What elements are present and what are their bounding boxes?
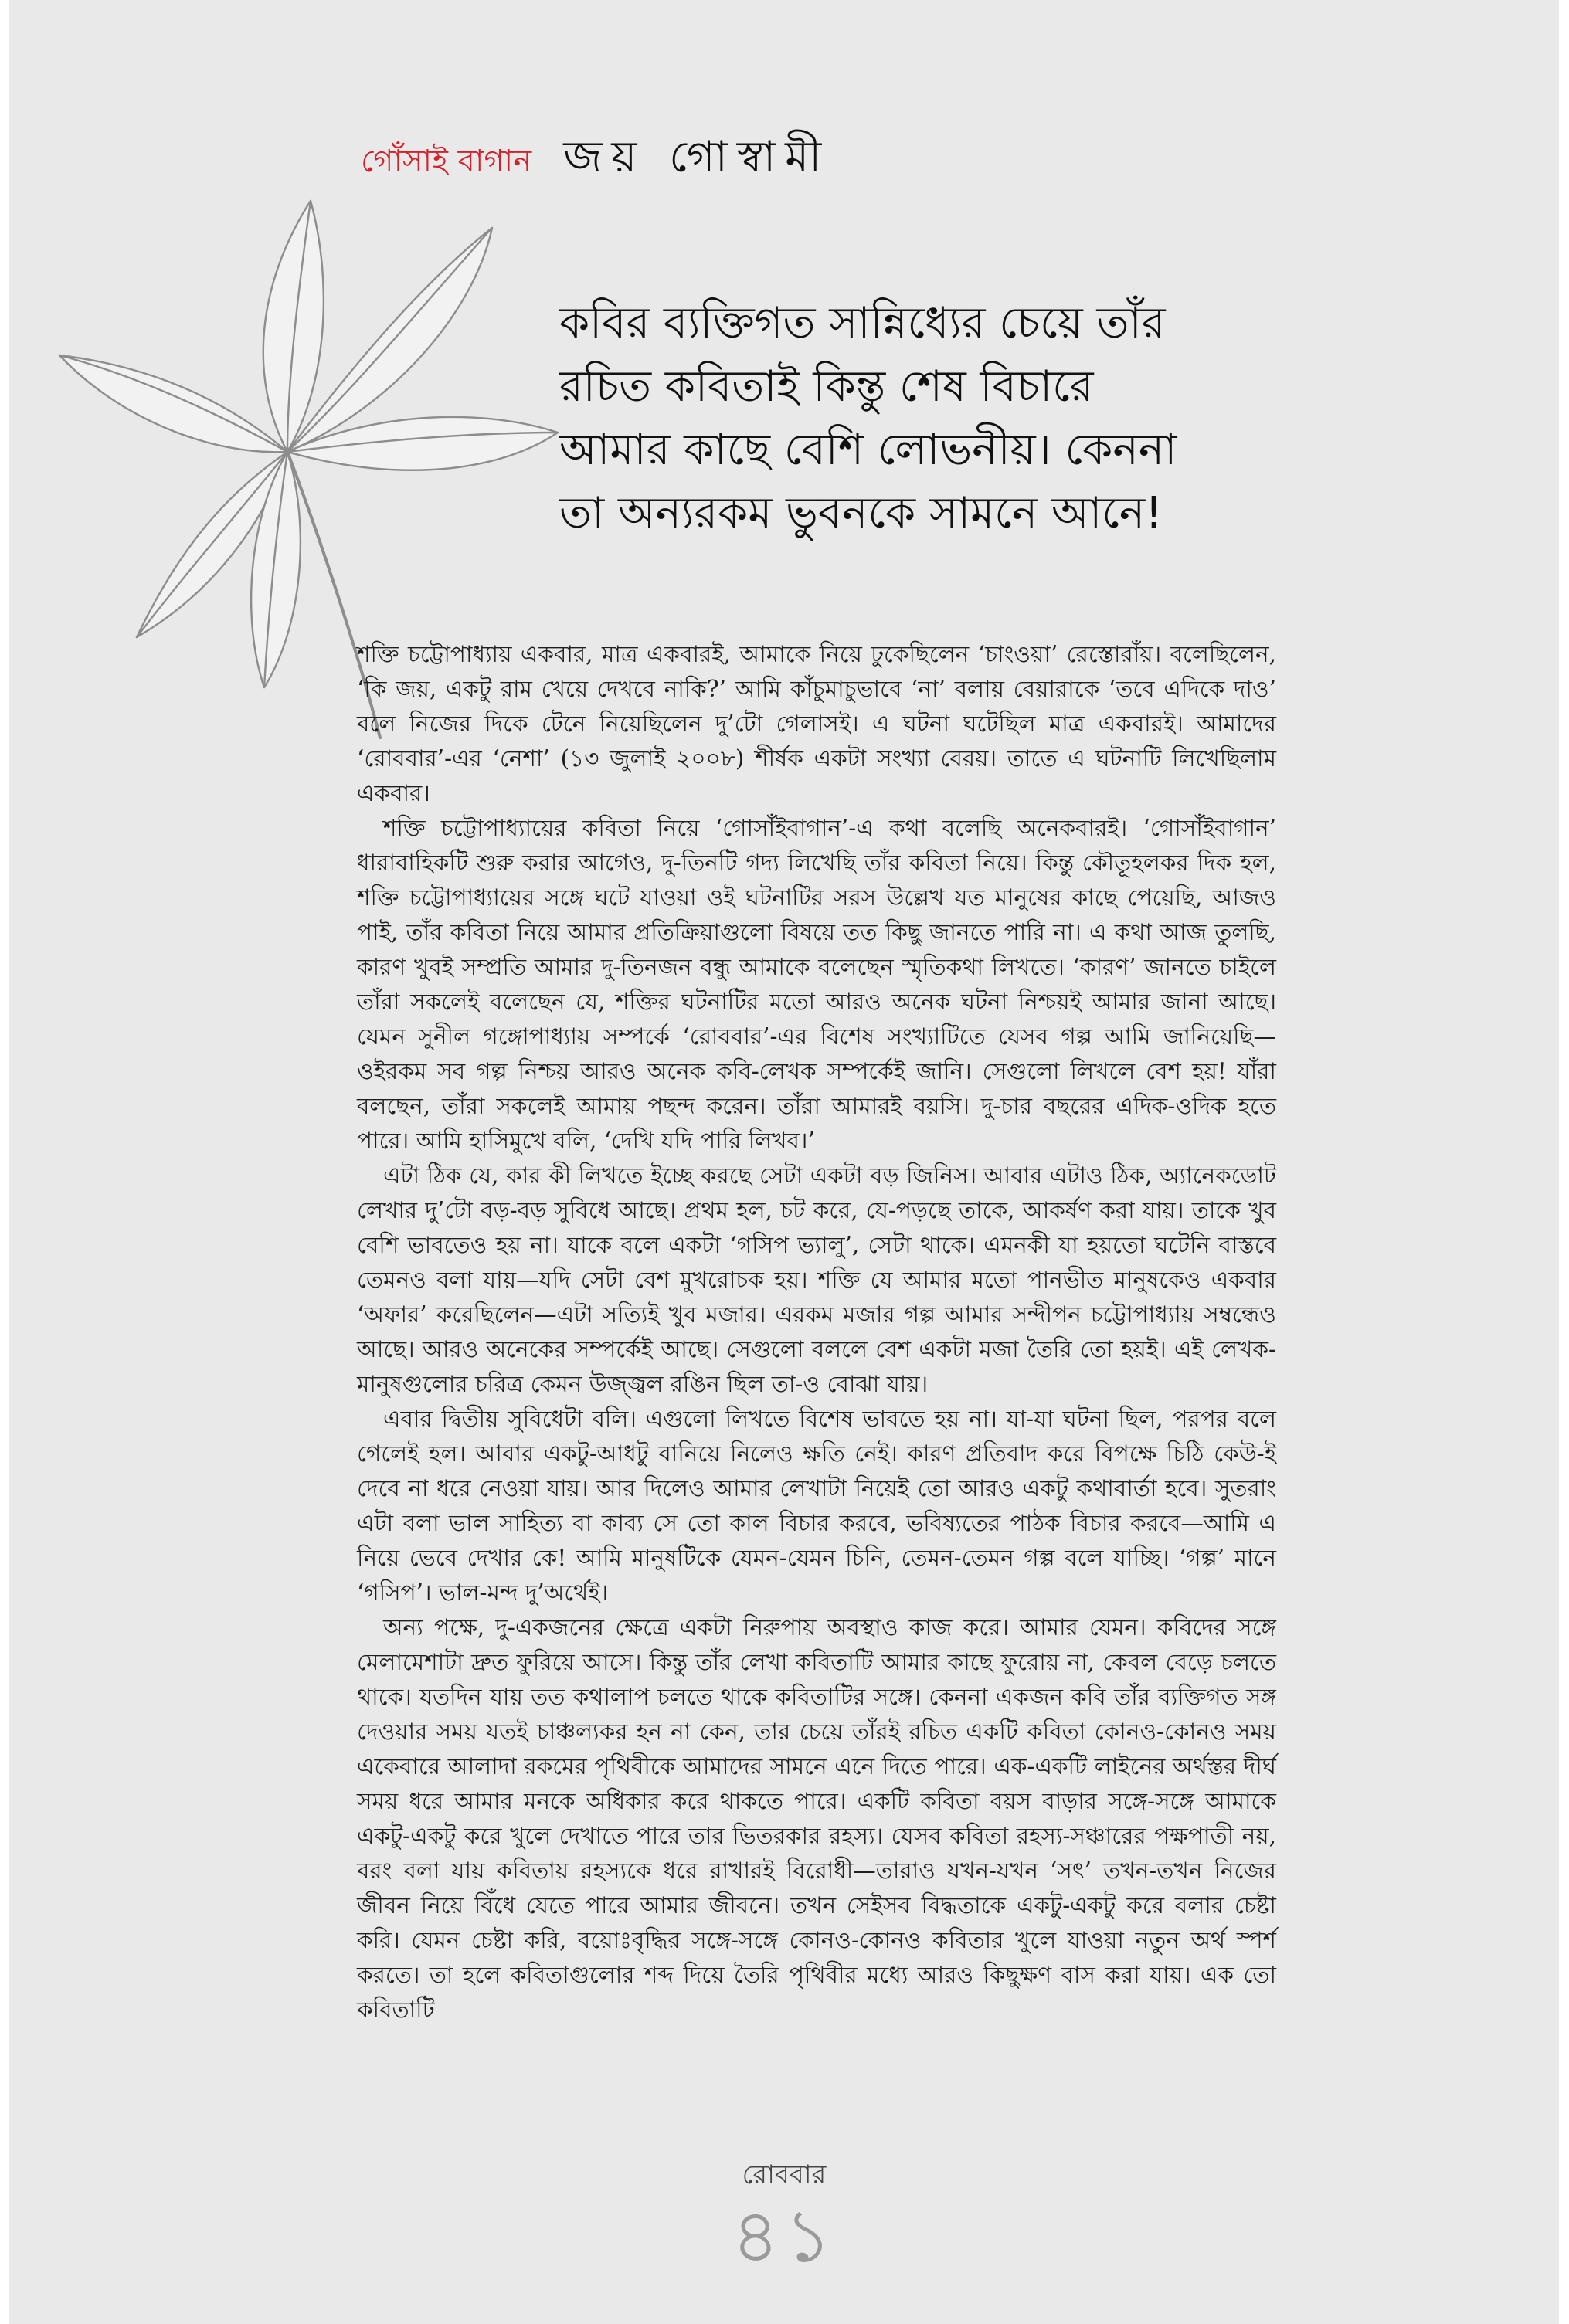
pull-quote [559, 292, 1255, 545]
pull-quote-line: রচিত কবিতাই কিন্তু শেষ বিচারে [559, 361, 1094, 412]
author-name: জয় গোস্বামী [563, 132, 831, 182]
body-paragraph: এটা ঠিক যে, কার কী লিখতে ইচ্ছে করছে সেটা একটা বড় জিনিস। আবার এটাও ঠিক, অ্যানেকডোট লেখার দু’টো বড়-বড় সুবিধে আছে। প্রথম হল, চট করে, যে-পড়ছে তাকে, আকর্ষণ করা যায়। তাকে খুব বেশি ভাবতেও হয় না। যাকে বলে একটা ‘গসিপ ভ্যালু’, সেটা থাকে। এমনকী যা হয়তো ঘটেনি বাস্তবে তেমনও বলা যায়—যদি সেটা বেশ মুখরোচক হয়। শক্তি যে আমার মতো পানভীত মানুষকেও একবার ‘অফার’ করেছিলেন—এটা সত্যিই খুব মজার। এরকম মজার গল্প আমার সন্দীপন চট্টোপাধ্যায় সম্বন্ধেও আছে। আরও অনেকের সম্পর্কেই আছে। সেগুলো বললে বেশ একটা মজা তৈরি তো হয়ই। এই লেখক-মানুষগুলোর চরিত্র কেমন উজ্জ্বল রঙিন ছিল তা-ও বোঝা যায়। [357, 1162, 1276, 1397]
page-footer [9, 2155, 1559, 2279]
pull-quote-line: কবির ব্যক্তিগত সান্নিধ্যের চেয়ে তাঁর [559, 298, 1166, 348]
pull-quote-line: তা অন্যরকম ভুবনকে সামনে আনে! [559, 488, 1163, 538]
pull-quote-line: আমার কাছে বেশি লোভনীয়। কেননা [559, 425, 1177, 475]
page-number: ৪১ [731, 2193, 837, 2279]
body-paragraph: শক্তি চট্টোপাধ্যায়ের কবিতা নিয়ে ‘গোসাঁইবাগান’-এ কথা বলেছি অনেকবারই। ‘গোসাঁইবাগান’ ধারাবাহিকটি শুরু করার আগেও, দু-তিনটি গদ্য লিখেছি তাঁর কবিতা নিয়ে। কিন্তু কৌতূহলকর দিক হল, শক্তি চট্টোপাধ্যায়ের সঙ্গে ঘটে যাওয়া ওই ঘটনাটির সরস উল্লেখ যত মানুষের কাছে পেয়েছি, আজও পাই, তাঁর কবিতা নিয়ে আমার প্রতিক্রিয়াগুলো বিষয়ে তত কিছু জানতে পারি না। এ কথা আজ তুলছি, কারণ খুবই সম্প্রতি আমার দু-তিনজন বন্ধু আমাকে বলেছেন স্মৃতিকথা লিখতে। ‘কারণ’ জানতে চাইলে তাঁরা সকলেই বলেছেন যে, শক্তির ঘটনাটির মতো আরও অনেক ঘটনা নিশ্চয়ই আমার জানা আছে। যেমন সুনীল গঙ্গোপাধ্যায় সম্পর্কে ‘রোববার’-এর বিশেষ সংখ্যাটিতে যেসব গল্প আমি জানিয়েছি—ওইরকম সব গল্প নিশ্চয় আরও অনেক কবি-লেখক সম্পর্কেই জানি। সেগুলো লিখলে বেশ হয়! যাঁরা বলছেন, তাঁরা সকলেই আমায় পছন্দ করেন। তাঁরা আমারই বয়সি। দু-চার বছরের এদিক-ওদিক হতে পারে। আমি হাসিমুখে বলি, ‘দেখি যদি পারি লিখব।’ [357, 815, 1276, 1154]
column-name: গোঁসাই বাগান [361, 144, 532, 179]
magazine-page [9, 0, 1559, 2324]
body-paragraph: এবার দ্বিতীয় সুবিধেটা বলি। এগুলো লিখতে বিশেষ ভাবতে হয় না। যা-যা ঘটনা ছিল, পরপর বলে গেলেই হল। আবার একটু-আধটু বানিয়ে নিলেও ক্ষতি নেই। কারণ প্রতিবাদ করে বিপক্ষে চিঠি কেউ-ই দেবে না ধরে নেওয়া যায়। আর দিলেও আমার লেখাটা নিয়েই তো আরও একটু কথাবার্তা হবে। সুতরাং এটা বলা ভাল সাহিত্য বা কাব্য সে তো কাল বিচার করবে, ভবিষ্যতের পাঠক বিচার করবে—আমি এ নিয়ে ভেবে দেখার কে! আমি মানুষটিকে যেমন-যেমন চিনি, তেমন-তেমন গল্প বলে যাচ্ছি। ‘গল্প’ মানে ‘গসিপ’। ভাল-মন্দ দু’অর্থেই। [357, 1406, 1276, 1606]
body-paragraph: শক্তি চট্টোপাধ্যায় একবার, মাত্র একবারই, আমাকে নিয়ে ঢুকেছিলেন ‘চাংওয়া’ রেস্তোরাঁয়। বলেছিলেন, ‘কি জয়, একটু রাম খেয়ে দেখবে নাকি?’ আমি কাঁচুমাচুভাবে ‘না’ বলায় বেয়ারাকে ‘তবে এদিকে দাও’ বলে নিজের দিকে টেনে নিয়েছিলেন দু’টো গেলাসই। এ ঘটনা ঘটেছিল মাত্র একবারই। আমাদের ‘রোববার’-এর ‘নেশা’ (১৩ জুলাই ২০০৮) শীর্ষক একটা সংখ্যা বেরয়। তাতে এ ঘটনাটি লিখেছিলাম একবার। [357, 641, 1276, 806]
article-body [357, 637, 1276, 2027]
body-paragraph: অন্য পক্ষে, দু-একজনের ক্ষেত্রে একটা নিরুপায় অবস্থাও কাজ করে। আমার যেমন। কবিদের সঙ্গে মেলামেশাটা দ্রুত ফুরিয়ে আসে। কিন্তু তাঁর লেখা কবিতাটি আমার কাছে ফুরোয় না, কেবল বেড়ে চলতে থাকে। যতদিন যায় তত কথালাপ চলতে থাকে কবিতাটির সঙ্গে। কেননা একজন কবি তাঁর ব্যক্তিগত সঙ্গ দেওয়ার সময় যতই চাঞ্চল্যকর হন না কেন, তার চেয়ে তাঁরই রচিত একটি কবিতা কোনও-কোনও সময় একেবারে আলাদা রকমের পৃথিবীকে আমাদের সামনে এনে দিতে পারে। এক-একটি লাইনের অর্থস্তর দীর্ঘ সময় ধরে আমার মনকে অধিকার করে থাকতে পারে। একটি কবিতা বয়স বাড়ার সঙ্গে-সঙ্গে আমাকে একটু-একটু করে খুলে দেখাতে পারে তার ভিতরকার রহস্য। যেসব কবিতা রহস্য-সঞ্চারের পক্ষপাতী নয়, বরং বলা যায় কবিতায় রহস্যকে ধরে রাখারই বিরোধী—তারাও যখন-যখন ‘সৎ’ তখন-তখন নিজের জীবন নিয়ে বিঁধে যেতে পারে আমার জীবনে। তখন সেইসব বিদ্ধতাকে একটু-একটু করে বলার চেষ্টা করি। যেমন চেষ্টা করি, বয়োঃবৃদ্ধির সঙ্গে-সঙ্গে কোনও-কোনও কবিতার খুলে যাওয়া নতুন অর্থ স্পর্শ করতে। তা হলে কবিতাগুলোর শব্দ দিয়ে তৈরি পৃথিবীর মধ্যে আরও কিছুক্ষণ বাস করা যায়। এক তো কবিতাটি [357, 1614, 1276, 2023]
magazine-name: রোববার [742, 2159, 827, 2190]
